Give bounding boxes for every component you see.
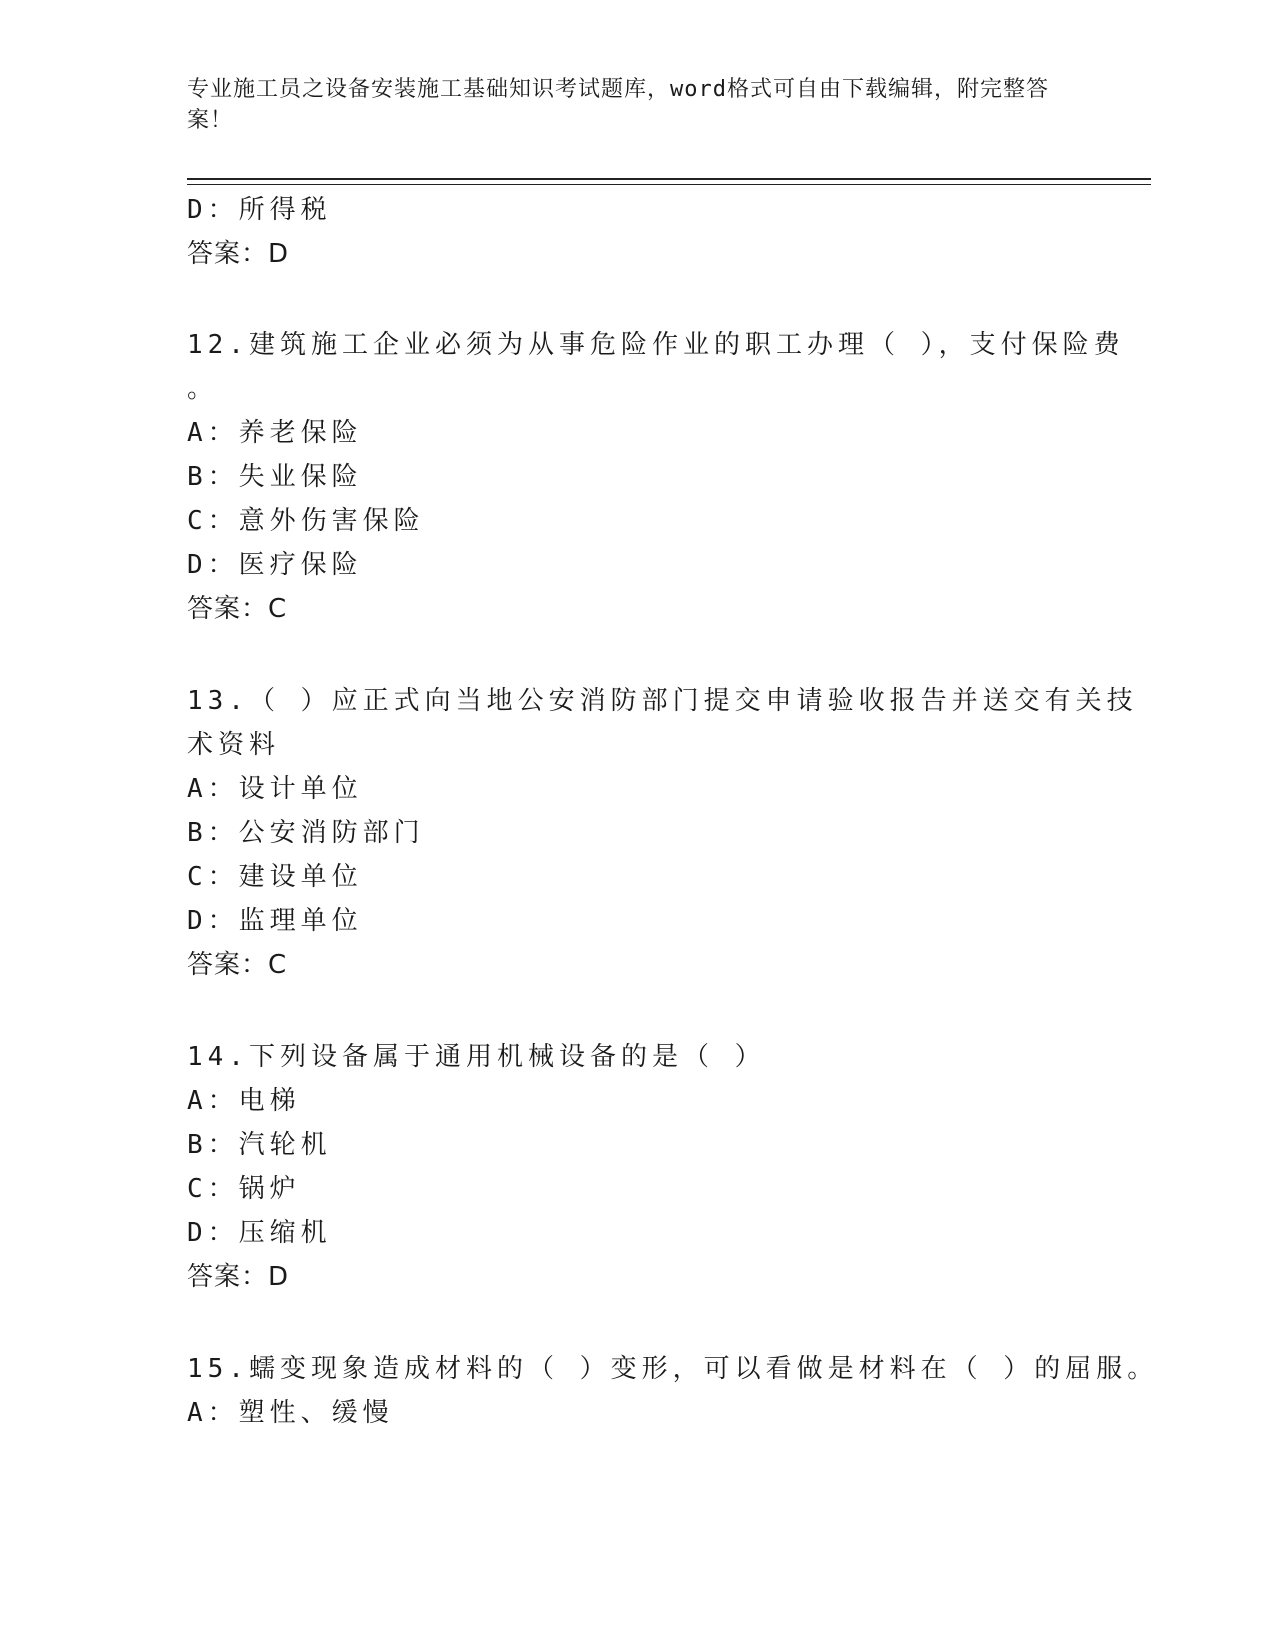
option-d: D：所得税 [187, 195, 332, 225]
question-13-option-d: D：监理单位 [187, 906, 363, 936]
question-13-stem-cont: 术资料 [187, 730, 281, 760]
question-14-stem: 14.下列设备属于通用机械设备的是（ ） [187, 1042, 766, 1072]
question-12-option-d: D：医疗保险 [187, 550, 363, 580]
question-14-option-b: B：汽轮机 [187, 1130, 332, 1160]
question-15-option-a: A：塑性、缓慢 [187, 1398, 394, 1428]
header-rule-thick [187, 178, 1151, 180]
question-13-option-c: C：建设单位 [187, 862, 363, 892]
question-13-answer: 答案：C [187, 950, 288, 980]
document-header: 专业施工员之设备安装施工基础知识考试题库，word格式可自由下载编辑，附完整答案！ [187, 77, 1049, 133]
question-12-option-a: A：养老保险 [187, 418, 363, 448]
question-12-option-c: C：意外伤害保险 [187, 506, 425, 536]
question-14-option-a: A：电梯 [187, 1086, 301, 1116]
question-14-option-c: C：锅炉 [187, 1174, 301, 1204]
question-12-stem-cont: 。 [187, 374, 219, 404]
question-14-answer: 答案：D [187, 1262, 290, 1292]
question-12-answer: 答案：C [187, 594, 288, 624]
question-13-option-a: A：设计单位 [187, 774, 363, 804]
question-13-option-b: B：公安消防部门 [187, 818, 425, 848]
question-12-option-b: B：失业保险 [187, 462, 363, 492]
answer-line: 答案：D [187, 239, 290, 269]
question-13-stem: 13.（ ）应正式向当地公安消防部门提交申请验收报告并送交有关技 [187, 686, 1138, 716]
question-14-option-d: D：压缩机 [187, 1218, 332, 1248]
header-rule-thin [187, 184, 1151, 185]
question-15-stem: 15.蠕变现象造成材料的（ ）变形，可以看做是材料在（ ）的屈服。 [187, 1354, 1159, 1384]
question-12-stem: 12.建筑施工企业必须为从事危险作业的职工办理（ ），支付保险费 [187, 330, 1125, 360]
